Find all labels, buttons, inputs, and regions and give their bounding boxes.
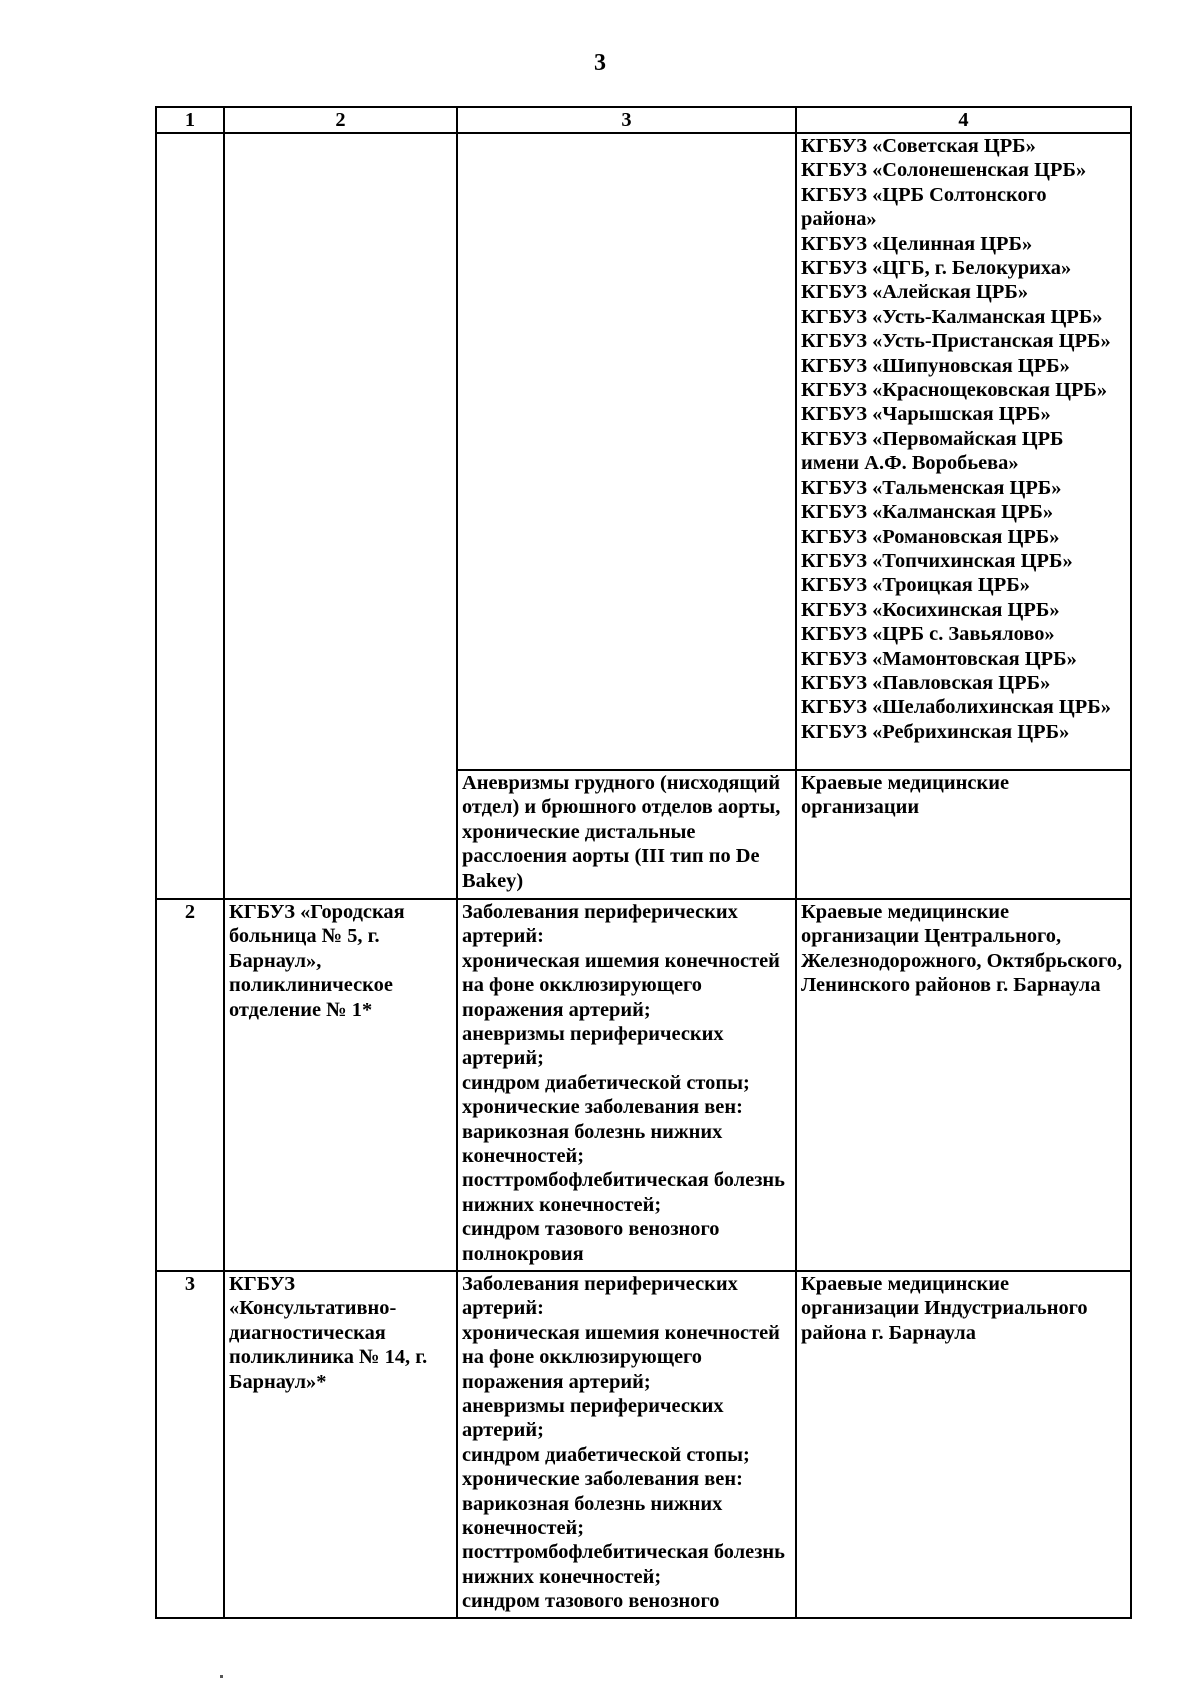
row-number-cell: 2 <box>156 899 224 1271</box>
page-number: 3 <box>594 50 606 76</box>
column-header-3: 3 <box>457 107 796 133</box>
row-number-cell <box>156 133 224 899</box>
institution-cell: КГБУЗ «Консультативно-диагностическая поликлиника № 14, г. Барнаул»* <box>224 1271 457 1618</box>
territory-cell: Краевые медицинские организации Центрального, Железнодорожного, Октябрьского, Ленинского районов г. Барнаула <box>796 899 1131 1271</box>
institution-cell: КГБУЗ «Городская больница № 5, г. Барнаул», поликлиническое отделение № 1* <box>224 899 457 1271</box>
territory-cell: КГБУЗ «Советская ЦРБ» КГБУЗ «Солонешенская ЦРБ» КГБУЗ «ЦРБ Солтонского района» КГБУЗ «Целинная ЦРБ» КГБУЗ «ЦГБ, г. Белокуриха» КГБУЗ «Алейская ЦРБ» КГБУЗ «Усть-Калманская ЦРБ» КГБУЗ «Усть-Пристанская ЦРБ» КГБУЗ «Шипуновская ЦРБ» КГБУЗ «Краснощековская ЦРБ» КГБУЗ «Чарышская ЦРБ» КГБУЗ «Первомайская ЦРБ имени А.Ф. Воробьева» КГБУЗ «Тальменская ЦРБ» КГБУЗ «Калманская ЦРБ» КГБУЗ «Романовская ЦРБ» КГБУЗ «Топчихинская ЦРБ» КГБУЗ «Троицкая ЦРБ» КГБУЗ «Косихинская ЦРБ» КГБУЗ «ЦРБ с. Завьялово» КГБУЗ «Мамонтовская ЦРБ» КГБУЗ «Павловская ЦРБ» КГБУЗ «Шелаболихинская ЦРБ» КГБУЗ «Ребрихинская ЦРБ» <box>796 133 1131 770</box>
scan-speck <box>220 1675 223 1678</box>
diseases-cell: Аневризмы грудного (нисходящий отдел) и брюшного отделов аорты, хронические дистальные расслоения аорты (III тип по De Bakey) <box>457 770 796 899</box>
column-header-4: 4 <box>796 107 1131 133</box>
row-number-cell: 3 <box>156 1271 224 1618</box>
column-header-2: 2 <box>224 107 457 133</box>
table-row <box>156 133 1131 770</box>
institution-cell <box>224 133 457 899</box>
table-row <box>156 899 1131 1271</box>
diseases-cell: Заболевания периферических артерий: хроническая ишемия конечностей на фоне окклюзирующего поражения артерий; аневризмы периферических артерий; синдром диабетической стопы; хронические заболевания вен: варикозная болезнь нижних конечностей; посттромбофлебитическая болезнь нижних конечностей; синдром тазового венозного полнокровия <box>457 899 796 1271</box>
diseases-cell <box>457 133 796 770</box>
territory-cell: Краевые медицинские организации Индустриального района г. Барнаула <box>796 1271 1131 1618</box>
table-header-row <box>156 107 1131 133</box>
territory-cell: Краевые медицинские организации <box>796 770 1131 899</box>
diseases-cell: Заболевания периферических артерий: хроническая ишемия конечностей на фоне окклюзирующего поражения артерий; аневризмы периферических артерий; синдром диабетической стопы; хронические заболевания вен: варикозная болезнь нижних конечностей; посттромбофлебитическая болезнь нижних конечностей; синдром тазового венозного <box>457 1271 796 1618</box>
table-row <box>156 1271 1131 1618</box>
column-header-1: 1 <box>156 107 224 133</box>
document-table <box>155 106 1132 1619</box>
